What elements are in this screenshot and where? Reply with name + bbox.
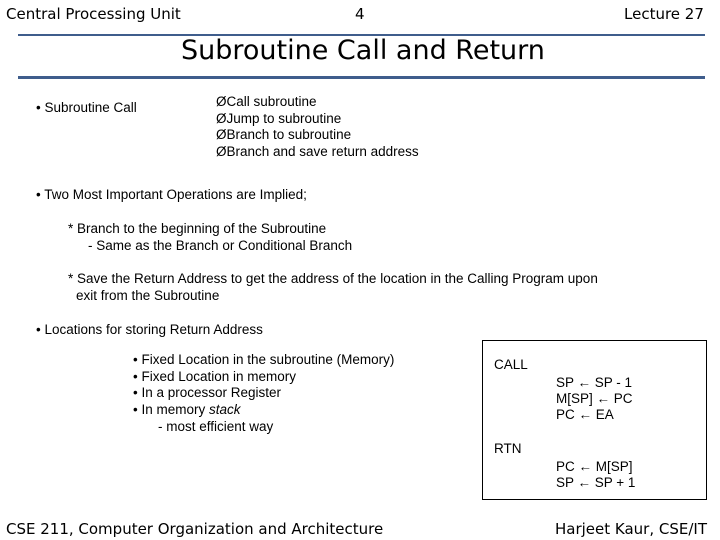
call-op-1: SP ← SP - 1 (556, 375, 633, 390)
implied-op-1: * Branch to the beginning of the Subroutine (68, 221, 327, 236)
implied-op-2-cont: exit from the Subroutine (76, 288, 220, 303)
location-2: • Fixed Location in memory (133, 369, 297, 384)
rtn-op-1: PC ← M[SP] (556, 459, 633, 474)
header-course: Central Processing Unit (6, 5, 181, 23)
call-op-2: M[SP] ← PC (556, 391, 633, 406)
section-subroutine-call-label: • Subroutine Call (36, 100, 137, 115)
implied-op-2: * Save the Return Address to get the address of the location in the Calling Program upon (68, 271, 598, 286)
implied-op-1-note: - Same as the Branch or Conditional Branch (88, 238, 353, 253)
rtn-label: RTN (494, 441, 522, 456)
location-4-note: - most efficient way (158, 419, 274, 434)
location-4: • In memory stack (133, 402, 241, 417)
location-1: • Fixed Location in the subroutine (Memory) (133, 352, 395, 367)
call-method-4: ØBranch and save return address (216, 144, 419, 159)
section-implied-ops-label: • Two Most Important Operations are Implied; (36, 187, 307, 202)
page-number: 4 (355, 5, 365, 23)
call-label: CALL (494, 357, 528, 372)
slide-title: Subroutine Call and Return (181, 35, 545, 66)
section-locations-label: • Locations for storing Return Address (36, 322, 263, 337)
call-method-2: ØJump to subroutine (216, 111, 342, 126)
call-method-3: ØBranch to subroutine (216, 127, 352, 142)
call-method-1: ØCall subroutine (216, 94, 317, 109)
call-op-3: PC ← EA (556, 407, 614, 422)
location-3: • In a processor Register (133, 385, 282, 400)
footer-course: CSE 211, Computer Organization and Architecture (6, 520, 384, 538)
footer-author: Harjeet Kaur, CSE/IT (555, 520, 707, 538)
rtn-op-2: SP ← SP + 1 (556, 475, 636, 490)
header-lecture: Lecture 27 (624, 5, 704, 23)
